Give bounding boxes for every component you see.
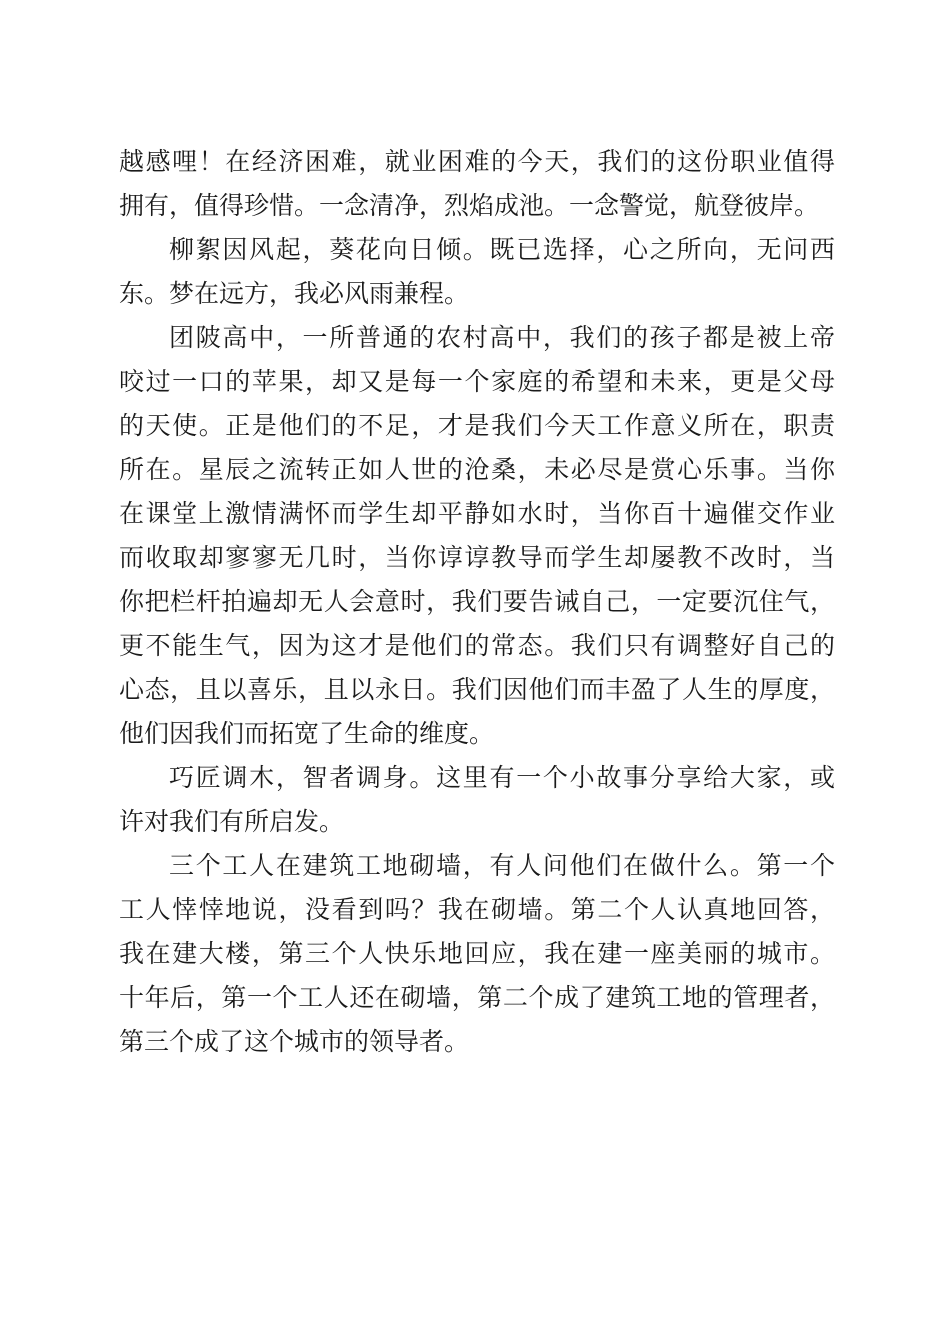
- text-line: 更不能生气，因为这才是他们的常态。我们只有调整好自己的: [119, 631, 835, 660]
- text-line: 三个工人在建筑工地砌墙，有人问他们在做什么。第一个: [169, 851, 835, 880]
- text-line: 越感哩！在经济困难，就业困难的今天，我们的这份职业值得: [119, 147, 835, 176]
- document-body: [119, 140, 835, 1064]
- text-line: 我在建大楼，第三个人快乐地回应，我在建一座美丽的城市。: [119, 939, 835, 968]
- text-line: 咬过一口的苹果，却又是每一个家庭的希望和未来，更是父母: [119, 367, 835, 396]
- text-line: 的天使。正是他们的不足，才是我们今天工作意义所在，职责: [119, 411, 835, 440]
- text-line: 而收取却寥寥无几时，当你谆谆教导而学生却屡教不改时，当: [119, 543, 835, 572]
- text-line: 所在。星辰之流转正如人世的沧桑，未必尽是赏心乐事。当你: [119, 455, 835, 484]
- text-line: 拥有，值得珍惜。一念清净，烈焰成池。一念警觉，航登彼岸。: [119, 191, 820, 220]
- text-line: 巧匠调木，智者调身。这里有一个小故事分享给大家，或: [169, 763, 835, 792]
- text-line: 在课堂上激情满怀而学生却平静如水时，当你百十遍催交作业: [119, 499, 835, 528]
- text-line: 东。梦在远方，我必风雨兼程。: [119, 279, 470, 308]
- text-line: 团陂高中，一所普通的农村高中，我们的孩子都是被上帝: [169, 323, 835, 352]
- text-line: 十年后，第一个工人还在砌墙，第二个成了建筑工地的管理者，: [119, 983, 835, 1012]
- text-line: 你把栏杆拍遍却无人会意时，我们要告诫自己，一定要沉住气，: [119, 587, 835, 616]
- text-line: 柳絮因风起，葵花向日倾。既已选择，心之所向，无问西: [169, 235, 835, 264]
- text-line: 他们因我们而拓宽了生命的维度。: [119, 719, 495, 748]
- text-line: 第三个成了这个城市的领导者。: [119, 1027, 470, 1056]
- text-line: 许对我们有所启发。: [119, 807, 345, 836]
- text-line: 工人悻悻地说，没看到吗？我在砌墙。第二个人认真地回答，: [119, 895, 835, 924]
- text-line: 心态，且以喜乐，且以永日。我们因他们而丰盈了人生的厚度，: [119, 675, 835, 704]
